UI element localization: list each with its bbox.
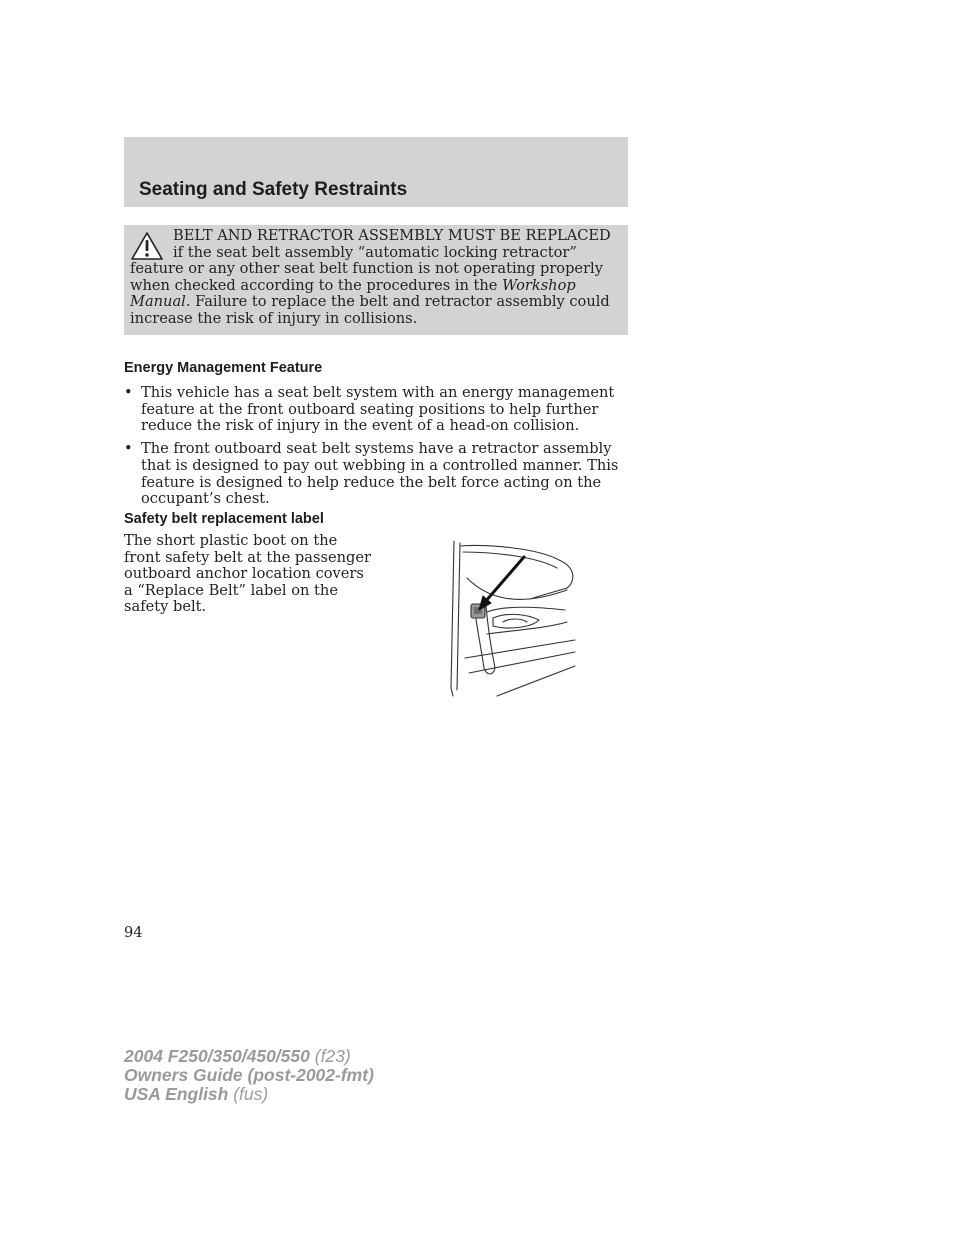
footer-line xyxy=(124,1085,374,1104)
seat-belt-boot-illustration xyxy=(447,538,579,698)
footer-model-code: (f23) xyxy=(309,1046,351,1066)
list-item xyxy=(124,385,628,435)
warning-text xyxy=(130,228,620,327)
energy-bullet-list xyxy=(124,385,628,514)
footer-guide-name: Owners Guide (post-2002-fmt) xyxy=(124,1065,374,1085)
footer-language: USA English xyxy=(124,1084,229,1104)
list-item xyxy=(124,441,628,508)
warning-box xyxy=(124,225,628,335)
workshop-manual-reference: Workshop Manual xyxy=(130,276,576,310)
footer-line xyxy=(124,1066,374,1085)
bullet-icon: • xyxy=(124,440,133,458)
replacement-label-heading: Safety belt replacement label xyxy=(124,511,324,527)
section-title: Seating and Safety Restraints xyxy=(139,179,408,200)
replacement-label-text: The short plastic boot on the front safety belt at the passenger outboard anchor location covers a “Replace Belt” label on the safety belt. xyxy=(124,532,371,615)
footer-language-code: (fus) xyxy=(228,1084,269,1104)
footer-model: 2004 F250/350/450/550 xyxy=(124,1046,310,1066)
page-number: 94 xyxy=(124,924,143,941)
bullet-icon: • xyxy=(124,384,133,401)
bullet-text: The front outboard seat belt systems have a retractor assembly that is designed to pay out webbing in a controlled manner. This feature is designed to help reduce the belt force acting on the occupant’s chest. xyxy=(141,440,619,508)
warning-text-part: . Failure to replace the belt and retractor assembly could increase the risk of injury in collisions. xyxy=(130,293,610,327)
footer-line xyxy=(124,1047,374,1066)
section-header-band xyxy=(124,137,628,207)
bullet-text: This vehicle has a seat belt system with an energy management feature at the front outboard seating positions to help further reduce the risk of injury in the event of a head-on collision. xyxy=(141,384,615,435)
warning-triangle-icon xyxy=(130,231,164,261)
document-footer xyxy=(124,1047,374,1104)
energy-management-heading: Energy Management Feature xyxy=(124,360,323,376)
warning-text-part: BELT AND RETRACTOR ASSEMBLY MUST BE REPLACED if the seat belt assembly “automatic locking retractor” feature or any other seat belt function is not operating properly when checked according to the procedures in the xyxy=(130,227,611,294)
